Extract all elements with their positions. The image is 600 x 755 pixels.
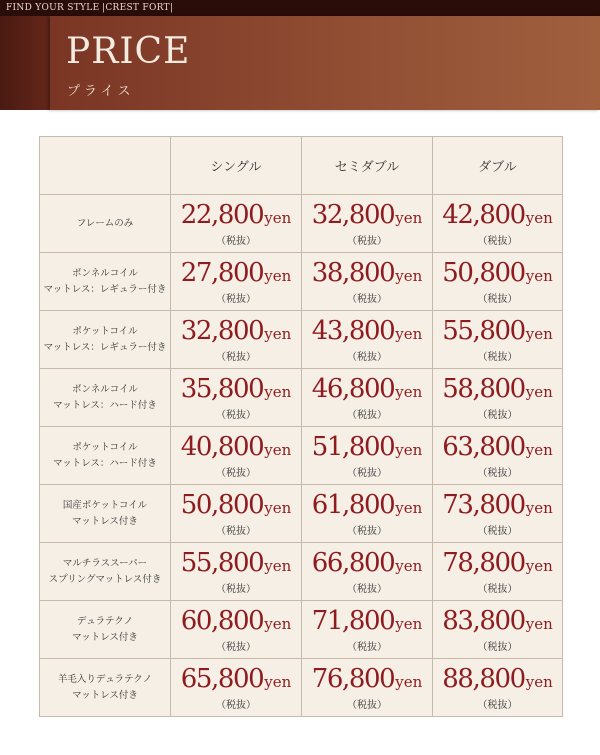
price-cell: [302, 485, 433, 543]
price-value: [433, 606, 562, 639]
table-row: [40, 195, 563, 253]
price-cell: [433, 195, 563, 253]
price-table-corner: [40, 137, 171, 195]
price-cell: [171, 195, 302, 253]
price-amount: 88,800: [442, 664, 525, 694]
price-cell: [302, 601, 433, 659]
price-cell: [433, 659, 563, 717]
tax-note: （税抜）: [477, 410, 518, 421]
row-header-line: マットレス付き: [72, 689, 138, 701]
price-amount: 40,800: [180, 432, 264, 462]
row-header-line: ポケットコイル: [72, 325, 138, 337]
price-value: [171, 490, 301, 523]
price-amount: 73,800: [442, 490, 525, 520]
tax-note: （税抜）: [477, 236, 518, 247]
price-amount: 66,800: [311, 548, 395, 578]
tax-note: （税抜）: [347, 410, 387, 421]
price-table-header-row: [40, 137, 563, 195]
tax-note: （税抜）: [216, 584, 256, 595]
price-amount: 58,800: [442, 374, 525, 404]
price-unit: yen: [264, 615, 292, 633]
price-unit: yen: [395, 325, 423, 343]
price-value: [302, 316, 432, 349]
row-header-line: ポケットコイル: [72, 441, 138, 453]
row-header-line: スプリングマットレス付き: [48, 573, 162, 585]
price-unit: yen: [395, 209, 423, 227]
price-cell: [171, 601, 302, 659]
price-unit: yen: [525, 325, 553, 343]
price-amount: 83,800: [442, 606, 525, 636]
price-value: [433, 316, 562, 349]
price-unit: yen: [525, 383, 553, 401]
tax-note: （税抜）: [347, 642, 387, 653]
price-cell: [433, 253, 563, 311]
row-header-line: マルチラススーパー: [62, 557, 148, 569]
table-row: [40, 485, 563, 543]
row-header: [40, 253, 171, 311]
price-value: [302, 432, 432, 465]
top-bar: [0, 0, 600, 16]
row-header: [40, 485, 171, 543]
column-header-semi-double: セミダブル: [302, 137, 433, 195]
price-amount: 50,800: [442, 258, 525, 288]
row-header-line: フレームのみ: [76, 217, 134, 229]
tax-note: （税抜）: [216, 294, 256, 305]
price-value: [433, 374, 562, 407]
price-amount: 65,800: [180, 664, 264, 694]
price-value: [171, 548, 301, 581]
price-unit: yen: [264, 267, 292, 285]
top-bar-brand: |CREST FORT|: [102, 3, 174, 13]
price-unit: yen: [395, 267, 423, 285]
price-amount: 76,800: [311, 664, 395, 694]
page-title: PRICE: [66, 31, 191, 72]
column-header-double: ダブル: [433, 137, 563, 195]
row-header: [40, 543, 171, 601]
price-unit: yen: [525, 615, 553, 633]
table-row: [40, 601, 563, 659]
price-unit: yen: [395, 441, 423, 459]
tax-note: （税抜）: [477, 294, 518, 305]
table-row: [40, 311, 563, 369]
price-value: [302, 606, 432, 639]
tax-note: （税抜）: [216, 526, 256, 537]
price-cell: [302, 253, 433, 311]
price-cell: [171, 485, 302, 543]
price-cell: [302, 659, 433, 717]
tax-note: （税抜）: [477, 468, 518, 479]
price-amount: 35,800: [180, 374, 264, 404]
tax-note: （税抜）: [216, 642, 256, 653]
price-value: [171, 432, 301, 465]
row-header-line: マットレス：レギュラー付き: [43, 283, 167, 295]
tax-note: （税抜）: [477, 584, 518, 595]
price-amount: 63,800: [442, 432, 525, 462]
row-header: [40, 195, 171, 253]
price-value: [171, 258, 301, 291]
price-amount: 46,800: [311, 374, 395, 404]
price-amount: 51,800: [311, 432, 395, 462]
price-value: [433, 490, 562, 523]
tax-note: （税抜）: [216, 700, 256, 711]
price-value: [433, 664, 562, 697]
tax-note: （税抜）: [347, 236, 387, 247]
row-header-line: デュラテクノ: [76, 615, 134, 627]
tax-note: （税抜）: [477, 700, 518, 711]
price-value: [171, 664, 301, 697]
table-row: [40, 427, 563, 485]
table-row: [40, 543, 563, 601]
price-value: [302, 258, 432, 291]
price-unit: yen: [264, 499, 292, 517]
tax-note: （税抜）: [477, 352, 518, 363]
price-amount: 22,800: [180, 200, 264, 230]
tax-note: （税抜）: [347, 700, 387, 711]
price-amount: 42,800: [442, 200, 525, 230]
row-header-line: マットレス：ハード付き: [53, 457, 157, 469]
price-cell: [302, 427, 433, 485]
price-value: [302, 374, 432, 407]
price-cell: [171, 543, 302, 601]
price-amount: 60,800: [180, 606, 264, 636]
price-cell: [171, 253, 302, 311]
price-cell: [171, 369, 302, 427]
price-unit: yen: [264, 441, 292, 459]
tax-note: （税抜）: [347, 526, 387, 537]
price-unit: yen: [264, 383, 292, 401]
price-value: [302, 664, 432, 697]
price-cell: [171, 311, 302, 369]
row-header-line: マットレス付き: [72, 631, 138, 643]
column-header-single: シングル: [171, 137, 302, 195]
row-header: [40, 427, 171, 485]
header-banner: [0, 16, 600, 110]
tax-note: （税抜）: [477, 526, 518, 537]
row-header: [40, 311, 171, 369]
price-amount: 38,800: [311, 258, 395, 288]
price-unit: yen: [395, 673, 423, 691]
price-value: [302, 490, 432, 523]
price-value: [433, 548, 562, 581]
price-value: [171, 316, 301, 349]
tax-note: （税抜）: [216, 410, 256, 421]
row-header-line: ボンネルコイル: [72, 383, 138, 395]
tax-note: （税抜）: [216, 352, 256, 363]
price-value: [171, 606, 301, 639]
table-row: [40, 369, 563, 427]
price-unit: yen: [525, 499, 553, 517]
price-unit: yen: [525, 209, 553, 227]
price-unit: yen: [395, 557, 423, 575]
price-cell: [433, 485, 563, 543]
price-value: [302, 200, 432, 233]
price-unit: yen: [264, 557, 292, 575]
price-cell: [302, 543, 433, 601]
price-unit: yen: [395, 615, 423, 633]
price-amount: 27,800: [180, 258, 264, 288]
price-cell: [433, 543, 563, 601]
tax-note: （税抜）: [347, 352, 387, 363]
price-cell: [171, 659, 302, 717]
row-header-line: 国産ポケットコイル: [62, 499, 148, 511]
price-amount: 55,800: [180, 548, 264, 578]
table-row: [40, 659, 563, 717]
tax-note: （税抜）: [216, 468, 256, 479]
tax-note: （税抜）: [347, 294, 387, 305]
price-value: [433, 432, 562, 465]
price-cell: [302, 311, 433, 369]
row-header-line: マットレス：ハード付き: [53, 399, 157, 411]
price-amount: 43,800: [311, 316, 395, 346]
price-value: [171, 200, 301, 233]
price-table-body: [40, 195, 563, 717]
page-subtitle: プライス: [67, 84, 135, 99]
price-cell: [433, 601, 563, 659]
price-unit: yen: [264, 673, 292, 691]
tax-note: （税抜）: [347, 468, 387, 479]
row-header-line: マットレス付き: [72, 515, 138, 527]
price-unit: yen: [264, 209, 292, 227]
price-value: [433, 200, 562, 233]
price-cell: [302, 369, 433, 427]
table-row: [40, 253, 563, 311]
price-unit: yen: [395, 499, 423, 517]
tax-note: （税抜）: [216, 236, 256, 247]
price-unit: yen: [525, 557, 553, 575]
tax-note: （税抜）: [477, 642, 518, 653]
price-cell: [433, 311, 563, 369]
price-value: [171, 374, 301, 407]
price-cell: [433, 369, 563, 427]
price-amount: 32,800: [180, 316, 264, 346]
price-table: [39, 136, 563, 717]
price-amount: 55,800: [442, 316, 525, 346]
price-cell: [171, 427, 302, 485]
tax-note: （税抜）: [347, 584, 387, 595]
price-amount: 71,800: [311, 606, 395, 636]
price-unit: yen: [264, 325, 292, 343]
price-value: [433, 258, 562, 291]
top-bar-tagline: FIND YOUR STYLE: [6, 3, 100, 13]
row-header: [40, 601, 171, 659]
price-unit: yen: [525, 673, 553, 691]
price-amount: 61,800: [311, 490, 395, 520]
price-unit: yen: [525, 441, 553, 459]
price-unit: yen: [525, 267, 553, 285]
row-header-line: ボンネルコイル: [72, 267, 138, 279]
price-amount: 50,800: [180, 490, 264, 520]
row-header: [40, 369, 171, 427]
price-cell: [302, 195, 433, 253]
row-header-line: マットレス：レギュラー付き: [43, 341, 167, 353]
price-cell: [433, 427, 563, 485]
price-amount: 32,800: [311, 200, 395, 230]
price-amount: 78,800: [442, 548, 525, 578]
price-value: [302, 548, 432, 581]
row-header: [40, 659, 171, 717]
price-unit: yen: [395, 383, 423, 401]
row-header-line: 羊毛入りデュラテクノ: [57, 673, 153, 685]
